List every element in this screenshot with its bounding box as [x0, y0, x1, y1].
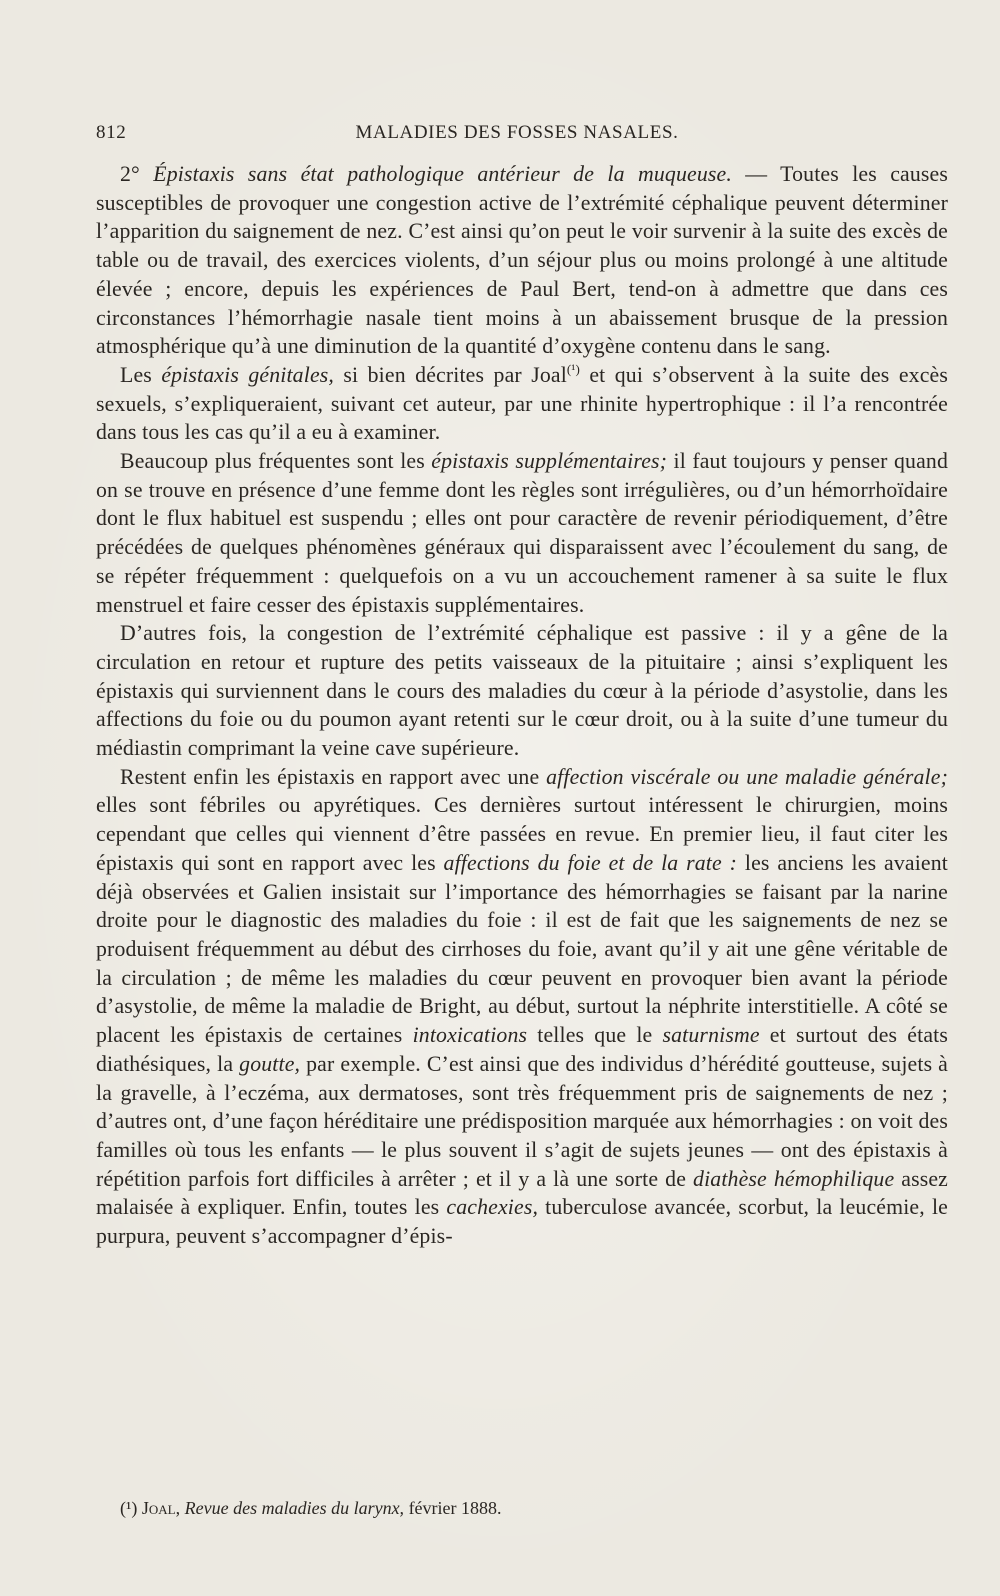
- paragraph-text: il faut toujours y penser quand on se trouve en présence d’une femme dont les règles sont irrégulières, ou d’un hémorrhoïdaire dont le flux habituel est suspendu ; elles ont pour caractère de revenir périodiquement, d’être précédées de quelques phénomènes généraux qui disparaissent avec l’écoulement du sang, de se répéter fréquemment : quelquefois on a vu un accouchement ramener à sa suite le flux menstruel et faire cesser des épistaxis supplémentaires.: [96, 449, 948, 617]
- footnote-text: février 1888.: [404, 1498, 502, 1518]
- paragraph-text: telles que le: [527, 1023, 663, 1048]
- paragraph-text: si bien décrites par Joal: [334, 362, 567, 387]
- footnote-reference: (¹): [566, 361, 580, 377]
- paragraph-emphasis: intoxications: [412, 1023, 528, 1048]
- paragraph-text: D’autres fois, la congestion de l’extrémité céphalique est passive : il y a gêne de la circulation en retour et rupture des petits vaisseaux de la pituitaire ; ainsi s’expliquent les épistaxis qui surviennent dans le cours des maladies du cœur à la période d’asystolie, dans les affections du foie ou du poumon ayant retenti sur le cœur droit, ou à la suite d’une tumeur du médiastin comprimant la veine cave supérieure.: [96, 621, 948, 761]
- footnote-text: Joal: [141, 1498, 176, 1518]
- paragraph-text: elles sont fébriles ou apyrétiques. Ces dernières surtout intéressent le chirurgien, moins cependant que celles qui viennent d’être passées en revue. En premier lieu, il faut citer les épistaxis qui sont en rapport avec les: [96, 793, 948, 875]
- footnote-emphasis: Revue des maladies du larynx,: [184, 1498, 405, 1518]
- paragraph-emphasis: cachexies,: [446, 1195, 539, 1220]
- paragraph: [96, 763, 948, 1251]
- paragraph: [96, 160, 948, 361]
- body-text: [96, 160, 948, 1251]
- paragraph-text: tuberculose avancée, scorbut, la leucémie, le purpura, peuvent s’accompagner d’épis-: [96, 1195, 948, 1249]
- page-header: [96, 122, 908, 152]
- paragraph-text: Restent enfin les épistaxis en rapport avec une: [120, 764, 547, 789]
- paragraph: [96, 361, 948, 447]
- paragraph-emphasis: affection viscérale ou une maladie générale;: [546, 764, 948, 789]
- footnote-text: ,: [175, 1498, 185, 1518]
- paragraph-text: 2°: [120, 162, 154, 186]
- paragraph-text: et qui s’observent à la suite des excès sexuels, s’expliqueraient, suivant cet auteur, par une rhinite hypertrophique : il l’a rencontrée dans tous les cas qu’il a eu à examiner.: [96, 362, 948, 445]
- paragraph-text: Les: [120, 362, 162, 387]
- paragraph-text: assez malaisée à expliquer. Enfin, toutes les: [96, 1166, 949, 1220]
- footnote-text: (¹): [120, 1498, 142, 1518]
- paragraph-text: et surtout des états diathésiques, la: [96, 1023, 948, 1076]
- paragraph-text: Beaucoup plus fréquentes sont les: [120, 449, 432, 474]
- paragraph-text: les anciens les avaient déjà observées et Galien insistait sur l’importance des hémorrhagies se faisant par la narine droite pour le diagnostic des maladies du foie : il est de fait que les saignements de nez se produisent fréquemment au début des cirrhoses du foie, avant qu’il y ait une gêne véritable de la circulation ; de même les maladies du cœur peuvent en provoquer bien avant la période d’asystolie, de même la maladie de Bright, au début, surtout la néphrite interstitielle. A côté se placent les épistaxis de certaines: [96, 850, 948, 1048]
- paragraph-emphasis: Épistaxis sans état pathologique antérieur de la muqueuse.: [153, 162, 732, 186]
- page-number: 812: [96, 122, 127, 143]
- paragraph-text: — Toutes les causes susceptibles de provoquer une congestion active de l’extrémité céphalique peuvent déterminer l’apparition du saignement de nez. C’est ainsi qu’on peut le voir survenir à la suite des excès de table ou de travail, des exercices violents, d’un séjour plus ou moins prolongé à une altitude élevée ; encore, depuis les expériences de Paul Bert, tend-on à admettre que dans ces circonstances l’hémorrhagie nasale tient moins à un abaissement brusque de la pression atmosphérique qu’à une diminution de la quantité d’oxygène contenu dans le sang.: [96, 162, 948, 359]
- paragraph-emphasis: épistaxis génitales,: [161, 362, 334, 387]
- paragraph-emphasis: affections du foie et de la rate :: [443, 850, 738, 875]
- paragraph-emphasis: goutte,: [239, 1051, 301, 1076]
- paragraph-text: par exemple. C’est ainsi que des individus d’hérédité goutteuse, sujets à la gravelle, à l’eczéma, aux dermatoses, sont très fréquemment pris de saignements de nez ; d’autres ont, d’une façon héréditaire une prédisposition marquée aux hémorrhagies : on voit des familles où tous les enfants — le plus souvent il s’agit de sujets jeunes — ont des épistaxis à répétition parfois fort difficiles à arrêter ; et il y a là une sorte de: [96, 1051, 949, 1191]
- footnote: [120, 1497, 820, 1519]
- paragraph: [96, 619, 948, 763]
- paragraph-emphasis: épistaxis supplémentaires;: [431, 449, 668, 474]
- paragraph: [96, 447, 948, 619]
- paragraph-emphasis: saturnisme: [662, 1023, 760, 1048]
- running-title: MALADIES DES FOSSES NASALES.: [355, 122, 679, 143]
- paragraph-emphasis: diathèse hémophilique: [693, 1166, 895, 1191]
